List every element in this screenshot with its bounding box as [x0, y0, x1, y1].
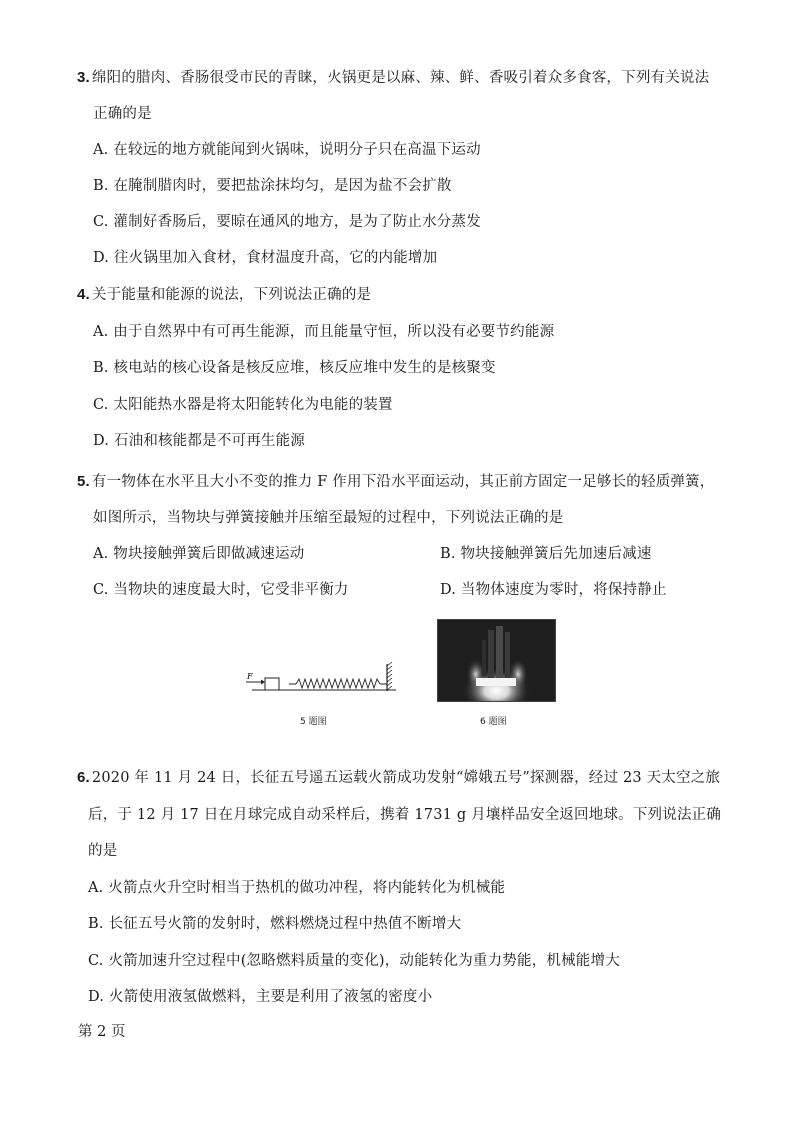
q6-option-c: C. 火箭加速升空过程中(忽略燃料质量的变化)，动能转化为重力势能，机械能增大: [88, 953, 620, 969]
fig5-force-arrow-head: [261, 680, 265, 685]
q4-option-a: A. 由于自然界中有可再生能源，而且能量守恒，所以没有必要节约能源: [93, 324, 555, 340]
q3-number: 3.: [77, 69, 90, 86]
fig5-force-label: F: [247, 672, 253, 681]
figure-6-rocket-photo: [437, 619, 556, 702]
fig5-spring: [296, 679, 380, 688]
q6-option-a: A. 火箭点火升空时相当于热机的做功冲程，将内能转化为机械能: [88, 880, 506, 896]
q3-stem-line1: [77, 66, 709, 87]
q5-option-c: C. 当物块的速度最大时，它受非平衡力: [93, 582, 349, 598]
q3-option-a: A. 在较远的地方就能闻到火锅味，说明分子只在高温下运动: [93, 142, 481, 158]
q6-option-d: D. 火箭使用液氢做燃料，主要是利用了液氢的密度小: [88, 989, 433, 1005]
q5-stem-text1: 有一物体在水平且大小不变的推力 F 作用下沿水平面运动，其正前方固定一足够长的轻质弹簧，: [91, 474, 715, 490]
q4-stem-text1: 关于能量和能源的说法，下列说法正确的是: [91, 287, 372, 303]
q4-option-b: B. 核电站的核心设备是核反应堆，核反应堆中发生的是核聚变: [93, 360, 496, 376]
q5-stem-line2: 如图所示，当物块与弹簧接触并压缩至最短的过程中，下列说法正确的是: [93, 510, 564, 526]
fig5-block: [265, 678, 279, 690]
page-number: 第 2 页: [78, 1024, 126, 1040]
q3-stem-line2: 正确的是: [93, 106, 152, 122]
q4-number: 4.: [77, 286, 90, 303]
fig6-caption: 6 题图: [480, 717, 507, 727]
q3-option-d: D. 往火锅里加入食材，食材温度升高，它的内能增加: [93, 250, 438, 266]
q3-stem-text1: 绵阳的腊肉、香肠很受市民的青睐，火锅更是以麻、辣、鲜、香吸引着众多食客，下列有关说法: [91, 70, 710, 86]
q5-stem-line1: [77, 470, 715, 491]
fig5-wall-hatching: [387, 662, 392, 690]
fig5-caption: 5 题图: [300, 717, 327, 727]
q6-stem-line1: [77, 766, 720, 787]
q6-number: 6.: [77, 769, 90, 786]
q5-option-a: A. 物块接触弹簧后即做减速运动: [93, 546, 305, 562]
q6-stem-line3: 的是: [88, 843, 118, 859]
q5-option-b: B. 物块接触弹簧后先加速后减速: [440, 546, 652, 562]
q3-option-b: B. 在腌制腊肉时，要把盐涂抹均匀，是因为盐不会扩散: [93, 178, 452, 194]
q4-option-d: D. 石油和核能都是不可再生能源: [93, 433, 306, 449]
q6-stem-line2: 后，于 12 月 17 日在月球完成自动采样后，携着 1731 g 月壤样品安全返回地球。下列说法正确: [88, 807, 722, 823]
q5-option-d: D. 当物体速度为零时，将保持静止: [440, 582, 667, 598]
q5-number: 5.: [77, 473, 90, 490]
q4-stem-line1: [77, 283, 371, 304]
q6-option-b: B. 长征五号火箭的发射时，燃料燃烧过程中热值不断增大: [88, 916, 462, 932]
rocket-launch-image: [438, 620, 555, 701]
q6-stem-text1: 2020 年 11 月 24 日，长征五号遥五运载火箭成功发射“嫦娥五号”探测器，经过 23 天太空之旅: [91, 770, 721, 786]
figure-5-spring-diagram: [244, 660, 404, 692]
q3-option-c: C. 灌制好香肠后，要晾在通风的地方，是为了防止水分蒸发: [93, 214, 481, 230]
q4-option-c: C. 太阳能热水器是将太阳能转化为电能的装置: [93, 397, 393, 413]
